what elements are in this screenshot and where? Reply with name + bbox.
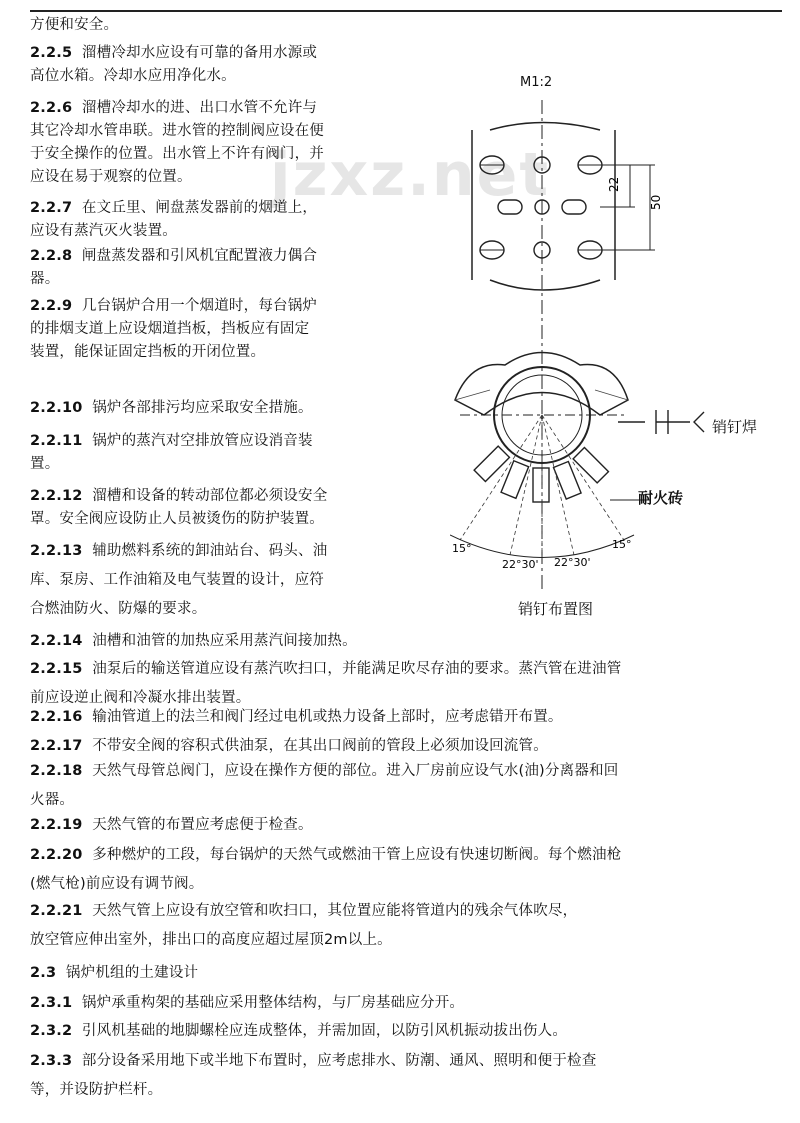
text-line xyxy=(30,735,548,758)
text-line xyxy=(30,900,577,923)
dim-mid-label: 50 xyxy=(649,194,663,210)
clause-number: 2.2.20 xyxy=(30,847,83,863)
text-line xyxy=(30,569,324,592)
line-text: 不带安全阀的容积式供油泵，在其出口阀前的管段上必须加设回流管。 xyxy=(92,738,548,754)
stud-layout-diagram xyxy=(450,70,785,630)
text-line xyxy=(30,220,177,243)
line-text: 罩。安全阀应设防止人员被烫伤的防护装置。 xyxy=(30,511,324,527)
angle-2: 22°30' xyxy=(502,558,539,571)
line-text: 输油管道上的法兰和阀门经过电机或热力设备上部时，应考虑错开布置。 xyxy=(92,709,563,725)
line-text: 前应设逆止阀和冷凝水排出装置。 xyxy=(30,690,251,706)
line-text: 合燃油防火、防爆的要求。 xyxy=(30,601,207,617)
line-text: 引风机基础的地脚螺栓应连成整体，并需加固，以防引风机振动拔出伤人。 xyxy=(81,1023,568,1039)
clause-number: 2.2.6 xyxy=(30,100,73,116)
weld-symbol xyxy=(618,410,704,434)
line-text: 火器。 xyxy=(30,792,75,808)
clause-number: 2.2.14 xyxy=(30,633,83,649)
text-line xyxy=(30,508,324,531)
line-text: 高位水箱。冷却水应用净化水。 xyxy=(30,68,236,84)
stud-row-1 xyxy=(480,156,602,174)
text-line xyxy=(30,42,317,65)
clause-number: 2.2.12 xyxy=(30,488,83,504)
line-text: 溜槽冷却水应设有可靠的备用水源或 xyxy=(81,45,318,61)
clause-number: 2.3 xyxy=(30,965,57,981)
line-text: 天然气管上应设有放空管和吹扫口，其位置应能将管道内的残余气体吹尽， xyxy=(92,903,578,919)
line-text: 锅炉的蒸汽对空排放管应设消音装 xyxy=(92,433,313,449)
text-line xyxy=(30,598,206,621)
line-text: 置。 xyxy=(30,456,60,472)
dim-top-label: 22 xyxy=(607,176,621,192)
firebrick-label: 耐火砖 xyxy=(638,489,684,507)
line-text: 闸盘蒸发器和引风机宜配置液力偶合 xyxy=(81,248,318,264)
line-text: (燃气枪)前应设有调节阀。 xyxy=(30,876,204,892)
text-line xyxy=(30,268,59,291)
line-text: 锅炉承重构架的基础应采用整体结构，与厂房基础应分开。 xyxy=(81,995,465,1011)
line-text: 的排烟支道上应设烟道挡板，挡板应有固定 xyxy=(30,321,310,337)
line-text: 辅助燃料系统的卸油站台、码头、油 xyxy=(92,543,328,559)
clause-number: 2.2.11 xyxy=(30,433,83,449)
text-line xyxy=(30,992,464,1015)
clause-number: 2.2.17 xyxy=(30,738,83,754)
clause-number: 2.2.15 xyxy=(30,661,83,677)
clause-number: 2.3.2 xyxy=(30,1023,73,1039)
text-line xyxy=(30,485,327,508)
line-text: 锅炉机组的土建设计 xyxy=(65,965,199,981)
clause-number: 2.2.13 xyxy=(30,543,83,559)
text-line xyxy=(30,295,317,318)
text-line xyxy=(30,540,327,563)
text-line xyxy=(30,1050,596,1073)
weld-label: 销钉焊 xyxy=(712,418,758,436)
text-line xyxy=(30,14,118,37)
text-line xyxy=(30,630,357,653)
line-text: 天然气管的布置应考虑便于检查。 xyxy=(92,817,313,833)
text-line xyxy=(30,453,59,476)
text-line xyxy=(30,844,621,867)
line-text: 其它冷却水管串联。进水管的控制阀应设在便 xyxy=(30,123,324,139)
clause-number: 2.2.19 xyxy=(30,817,83,833)
line-text: 放空管应伸出室外，排出口的高度应超过屋顶2m以上。 xyxy=(30,932,392,948)
text-line xyxy=(30,245,317,268)
figure-caption: 销钉布置图 xyxy=(518,600,594,618)
clause-number: 2.2.9 xyxy=(30,298,73,314)
text-line xyxy=(30,929,392,952)
clause-number: 2.2.7 xyxy=(30,200,73,216)
clause-number: 2.2.16 xyxy=(30,709,83,725)
clause-number: 2.2.5 xyxy=(30,45,73,61)
text-line xyxy=(30,1020,567,1043)
angle-3: 22°30' xyxy=(554,556,591,569)
line-text: 于安全操作的位置。出水管上不许有阀门，并 xyxy=(30,146,324,162)
line-text: 应设在易于观察的位置。 xyxy=(30,169,192,185)
angle-4: 15° xyxy=(612,538,632,551)
clause-number: 2.2.8 xyxy=(30,248,73,264)
watermark: jzxz.net xyxy=(270,140,550,210)
text-line xyxy=(30,120,324,143)
text-line xyxy=(30,1079,162,1102)
tube-top-break xyxy=(490,123,600,131)
line-text: 方便和安全。 xyxy=(30,17,119,33)
line-text: 在文丘里、闸盘蒸发器前的烟道上， xyxy=(81,200,318,216)
text-line xyxy=(30,397,313,420)
stud-row-3 xyxy=(480,241,602,259)
text-line xyxy=(30,318,309,341)
text-line xyxy=(30,65,236,88)
text-line xyxy=(30,706,563,729)
top-rule xyxy=(30,10,782,12)
text-line xyxy=(30,814,313,837)
text-line xyxy=(30,197,317,220)
line-text: 部分设备采用地下或半地下布置时，应考虑排水、防潮、通风、照明和便于检查 xyxy=(81,1053,597,1069)
line-text: 库、泵房、工作油箱及电气装置的设计，应符 xyxy=(30,572,324,588)
tube-bottom-break xyxy=(490,280,600,290)
text-line xyxy=(30,97,317,120)
text-line xyxy=(30,873,203,896)
text-line xyxy=(30,760,618,783)
clause-number: 2.3.1 xyxy=(30,995,73,1011)
text-line xyxy=(30,962,198,985)
angle-1: 15° xyxy=(452,542,472,555)
line-text: 几台锅炉合用一个烟道时，每台锅炉 xyxy=(81,298,318,314)
text-line xyxy=(30,341,265,364)
clause-number: 2.2.18 xyxy=(30,763,83,779)
text-line xyxy=(30,430,313,453)
line-text: 油槽和油管的加热应采用蒸汽间接加热。 xyxy=(92,633,357,649)
line-text: 多种燃炉的工段，每台锅炉的天然气或燃油干管上应设有快速切断阀。每个燃油枪 xyxy=(92,847,622,863)
line-text: 装置，能保证固定挡板的开闭位置。 xyxy=(30,344,266,360)
clause-number: 2.3.3 xyxy=(30,1053,73,1069)
figure-scale: M1:2 xyxy=(520,75,553,90)
line-text: 油泵后的输送管道应设有蒸汽吹扫口，并能满足吹尽存油的要求。蒸汽管在进油管 xyxy=(92,661,622,677)
line-text: 器。 xyxy=(30,271,60,287)
text-line xyxy=(30,166,192,189)
text-line xyxy=(30,658,621,681)
text-line xyxy=(30,143,324,166)
line-text: 溜槽冷却水的进、出口水管不允许与 xyxy=(81,100,318,116)
text-line xyxy=(30,789,74,812)
line-text: 溜槽和设备的转动部位都必须设安全 xyxy=(92,488,328,504)
line-text: 等，并设防护栏杆。 xyxy=(30,1082,163,1098)
line-text: 天然气母管总阀门，应设在操作方便的部位。进入厂房前应设气水(油)分离器和回 xyxy=(92,763,619,779)
clause-number: 2.2.10 xyxy=(30,400,83,416)
clause-number: 2.2.21 xyxy=(30,903,83,919)
line-text: 应设有蒸汽灭火装置。 xyxy=(30,223,177,239)
line-text: 锅炉各部排污均应采取安全措施。 xyxy=(92,400,313,416)
